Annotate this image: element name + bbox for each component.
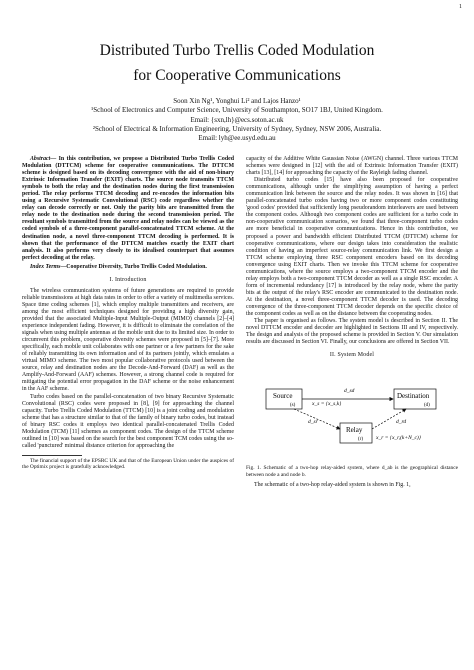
section-heading-system-model: II. System Model xyxy=(329,352,375,359)
relay-sub-label: (r) xyxy=(358,437,363,443)
footnote-divider xyxy=(22,455,82,456)
source-signal-label: x_s = {x_s,k} xyxy=(312,401,342,408)
index-terms xyxy=(22,264,234,271)
right-paragraph-1: capacity of the Additive White Gaussian Noise (AWGN) channel. Three various TTCM schemes were designed in [12] with the aid of Extrinsic Information Transfer (EXIT) charts [13], [14] for approaching the capacity of the Rayleigh fading channel. xyxy=(246,156,458,177)
index-terms-label: Index Terms xyxy=(30,263,61,270)
right-paragraph-3: The paper is organised as follows. The system model is described in Section II. The novel DTTCM encoder and decoder are highlighted in Sections III and IV, respectively. The design and analysis of the proposed scheme is provided in Section V. Our simulation results are discussed in Section VI. Finally, our conclusions are offered in Section VII. xyxy=(246,318,458,346)
source-sub-label: (s) xyxy=(290,403,296,409)
index-terms-text: —Cooperative Diversity, Turbo Trellis Coded Modulation. xyxy=(60,263,207,270)
abstract-label: Abstract xyxy=(30,156,51,162)
right-column xyxy=(246,156,458,489)
source-label: Source xyxy=(273,392,293,401)
email-2: Email: lyh@ee.usyd.edu.au xyxy=(198,134,276,143)
footnote: The financial support of the EPSRC UK and that of the European Union under the auspices of the Optimix project is gratefully acknowledged. xyxy=(22,457,234,471)
distance-rd-label: d_rd xyxy=(396,419,407,426)
relay-system-diagram xyxy=(246,363,458,463)
author-names: Soon Xin Ng¹, Yonghui Li² and Lajos Hanzo¹ xyxy=(173,97,301,105)
right-paragraph-2: Distributed turbo codes [15] have also been proposed for cooperative communications, although under the simplifying assumption of having a perfect communication link between the source and the relay nodes. It was shown in [16] that parallel-concatenated turbo codes having two or more component codes constituting 'good codes' provided that sufficiently long pseudorandom interleavers are used between the component codes. Although two component codes are sufficient for a turbo code in non-cooperative communication scenarios, we found that three-component turbo codes are more beneficial in cooperative communications. Hence in this contribution, we proposed a power and bandwidth efficient Distributed TTCM (DTTCM) scheme for cooperative communications, where our design takes into consideration the realistic condition of having an imperfect source-relay communication link. We first design a TTCM scheme employing three RSC component encoders based on its decoding convergence using EXIT charts. Then we invoke this TTCM scheme for cooperative communications, where the source employs a two-component TTCM encoder and the relay employs both a two-component TTCM decoder as well as a single RSC encoder. A form of incremental redundancy [17] is introduced by the relay node, where the parity bits at the output of the relay's RSC encoder are communicated to the destination node. At the destination, a novel three-component TTCM decoder is used. The decoding convergence of the three-component TTCM decoder depends on the specific choice of the component codes as well as on the distance between the cooperating nodes. xyxy=(246,177,458,318)
right-paragraph-4: The schematic of a two-hop relay-aided system is shown in Fig. 1, xyxy=(254,482,411,489)
distance-sr-label: d_sr xyxy=(308,419,318,426)
destination-sub-label: (d) xyxy=(424,403,430,409)
email-1: Email: {sxn,lh}@ecs.soton.ac.uk xyxy=(190,115,284,124)
destination-label: Destination xyxy=(397,392,430,401)
left-column xyxy=(22,156,234,471)
affiliation-1: ¹School of Electronics and Computer Science, University of Southampton, SO17 1BJ, United Kingdom. xyxy=(91,106,383,115)
figure-1-caption: Fig. 1. Schematic of a two-hop relay-aided system, where d_ab is the geographical distance between node a and node b. xyxy=(246,465,458,478)
distance-sd-label: d_sd xyxy=(344,388,355,395)
relay-label: Relay xyxy=(346,426,363,435)
paper-title-line-2: for Cooperative Communications xyxy=(133,67,341,84)
abstract xyxy=(22,156,234,262)
intro-paragraph-1: The wireless communication systems of future generations are required to provide reliable transmissions at high data rates in order to offer a variety of multimedia services. Space time coding schemes [1], which employ multiple transmitters and receivers, are among the most efficient techniques designed for providing a high diversity gain, provided that the associated Multiple-Input Multiple-Output (MIMO) channels [2]–[4] experience independent fading. However, it is difficult to eliminate the correlation of the signals when using multiple antennas at the mobile unit due to its limited size. In order to circumvent this problem, cooperative diversity schemes were proposed in [5]–[7]. More specifically, each mobile unit collaborates with one partner or a few partners for the sake of reliably transmitting its own information and of its partners jointly, which emulates a virtual MIMO scheme. The two most popular collaborative protocols used between the source, relay and destination nodes are the Decode-And-Forward (DAF) as well as the Amplify-And-Forward (AAF) schemes. However, a strong channel code is required for mitigating the potential error propagation in the DAF scheme or the noise enhancement in the AAF scheme. xyxy=(22,287,234,393)
relay-signal-label: x_r = {x_r,(k+N_c)} xyxy=(376,435,421,442)
page-number: 1 xyxy=(459,4,462,10)
figure-1 xyxy=(246,363,458,463)
author-block xyxy=(0,97,474,143)
section-heading-introduction: I. Introduction xyxy=(109,276,147,283)
paper-title-line-1: Distributed Turbo Trellis Coded Modulation xyxy=(99,42,375,59)
intro-paragraph-2: Turbo codes based on the parallel-concatenation of two binary Recursive Systematic Convolutional (RSC) codes were proposed in [8], [9] for approaching the channel capacity. Turbo Trellis Coded Modulation (TTCM) [10] is a joint coding and modulation scheme that has a structure similar to that of the family of binary turbo codes, but instead of binary RSC codes it employs two identical parallel-concatenated Trellis Coded Modulation (TCM) [11] schemes as component codes. The design of the TTCM scheme outlined in [10] was based on the search for the best component TCM codes using the so-called 'punctured' minimal distance criterion for approaching the xyxy=(22,393,234,449)
affiliation-2: ²School of Electrical & Information Engineering, University of Sydney, Sydney, NSW 2006, Australia. xyxy=(92,124,382,133)
abstract-text: — In this contribution, we propose a Distributed Turbo Trellis Coded Modulation (DTTCM) scheme for cooperative communications. The DTTCM scheme is designed based on its decoding convergence with the aid of non-binary Extrinsic Information Transfer (EXIT) charts. The source node transmits TTCM symbols to both the relay and the destination nodes during the first transmission period. The relay performs TTCM decoding and re-encodes the information bits using a Recursive Systematic Convolutional (RSC) code regardless whether the relay can decode correctly or not. Only the parity bits are transmitted from the relay node to the destination node during the second transmission period. The resultant symbols transmitted from the source and relay nodes can be viewed as the coded symbols of a three-component parallel-concatenated TTCM scheme. At the destination node, a novel three-component TTCM decoding is performed. It is shown that the performance of the DTTCM matches exactly the EXIT chart analysis. It also performs very closely to its idealised counterpart that assumes perfect decoding at the relay. xyxy=(22,156,234,261)
